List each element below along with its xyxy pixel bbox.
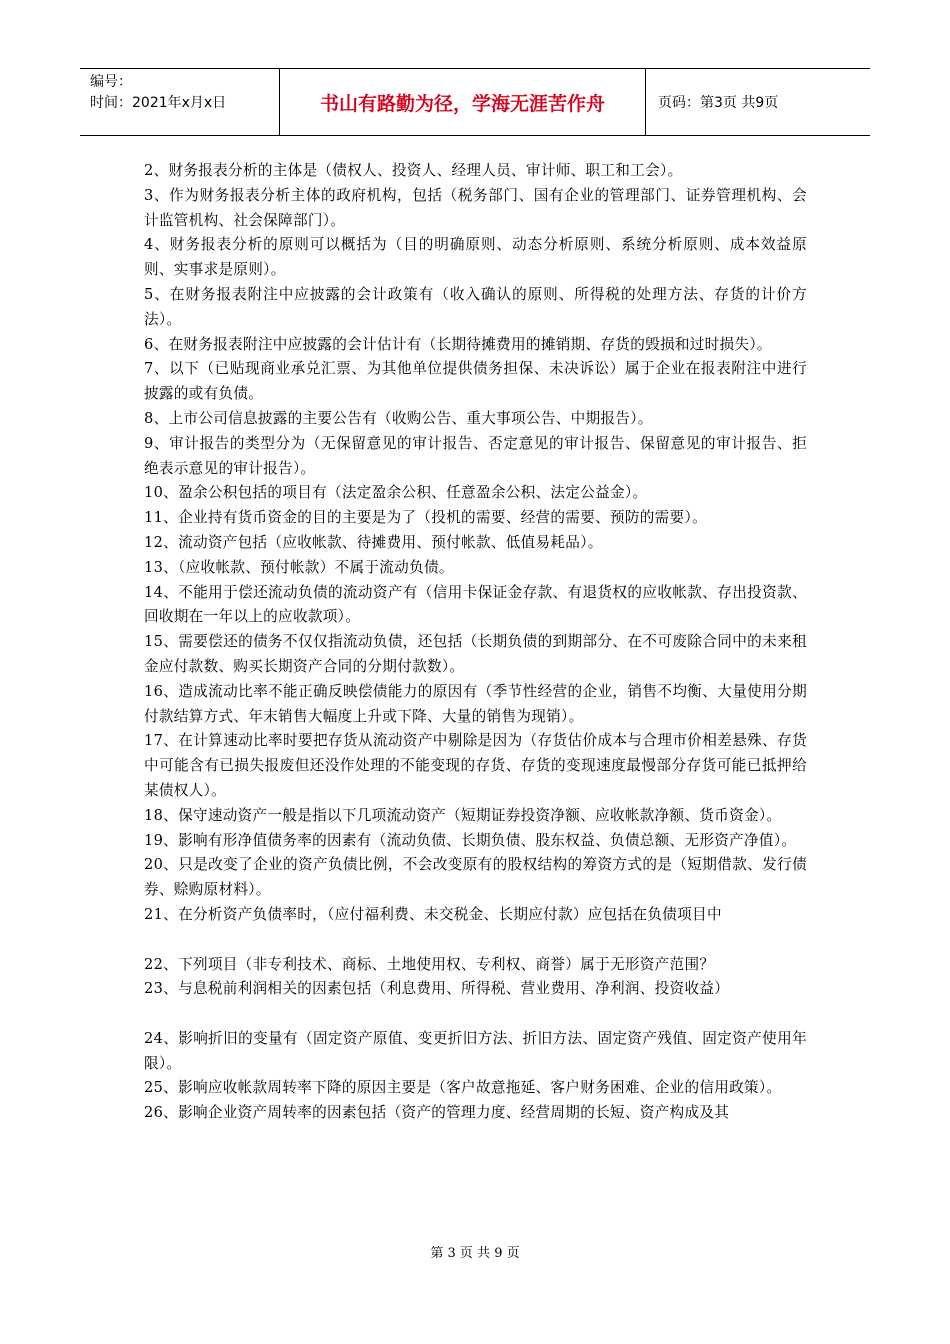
header-page-info: 页码：第3页 共9页 [658, 95, 779, 111]
header-meta [80, 69, 280, 135]
question-item: 10、盈余公积包括的项目有（法定盈余公积、任意盈余公积、法定公益金）。 [144, 484, 648, 502]
question-item: 21、在分析资产负债率时，（应付福利费、未交税金、长期应付款）应包括在负债项目中 [144, 905, 722, 923]
question-item: 22、下列项目（非专利技术、商标、土地使用权、专利权、商誉）属于无形资产范围？ [144, 955, 715, 973]
question-item: 3、作为财务报表分析主体的政府机构，包括（税务部门、国有企业的管理部门、证券管理机构、会计监管机构、社会保障部门）。 [144, 186, 807, 229]
question-item: 14、不能用于偿还流动负债的流动资产有（信用卡保证金存款、有退货权的应收帐款、存出投资款、回收期在一年以上的应收款项）。 [144, 583, 807, 626]
question-item: 8、上市公司信息披露的主要公告有（收购公告、重大事项公告、中期报告）。 [144, 409, 653, 427]
question-item: 4、财务报表分析的原则可以概括为（目的明确原则、动态分析原则、系统分析原则、成本效益原则、实事求是原则）。 [144, 236, 807, 279]
question-item: 17、在计算速动比率时要把存货从流动资产中剔除是因为（存货估价成本与合理市价相差悬殊、存货中可能含有已损失报废但还没作处理的不能变现的存货、存货的变现速度最慢部分存货可能已抵押给某债权人）。 [144, 732, 807, 799]
question-item: 12、流动资产包括（应收帐款、待摊费用、预付帐款、低值易耗品）。 [144, 533, 603, 551]
question-item: 5、在财务报表附注中应披露的会计政策有（收入确认的原则、所得税的处理方法、存货的计价方法）。 [144, 285, 807, 328]
page-footer: 第 3 页 共 9 页 [430, 1246, 520, 1261]
page-header [80, 68, 870, 136]
question-item: 18、保守速动资产一般是指以下几项流动资产（短期证券投资净额、应收帐款净额、货币资金）。 [144, 806, 782, 824]
question-item: 11、企业持有货币资金的目的主要是为了（投机的需要、经营的需要、预防的需要）。 [144, 509, 707, 527]
question-item: 15、需要偿还的债务不仅仅指流动负债，还包括（长期负债的到期部分、在不可废除合同中的未来租金应付款数、购买长期资产合同的分期付款数）。 [144, 633, 807, 675]
question-item: 2、财务报表分析的主体是（债权人、投资人、经理人员、审计师、职工和工会）。 [144, 162, 683, 179]
question-item: 16、造成流动比率不能正确反映偿债能力的原因有（季节性经营的企业，销售不均衡、大量使用分期付款结算方式、年末销售大幅度上升或下降、大量的销售为现销）。 [144, 682, 807, 725]
question-item: 24、影响折旧的变量有（固定资产原值、变更折旧方法、折旧方法、固定资产残值、固定资产使用年限）。 [144, 1029, 807, 1072]
question-item: 19、影响有形净值债务率的因素有（流动负债、长期负债、股东权益、负债总额、无形资产净值）。 [144, 831, 797, 849]
question-item: 20、只是改变了企业的资产负债比例，不会改变原有的股权结构的筹资方式的是（短期借款、发行债券、赊购原材料）。 [144, 856, 807, 899]
question-item: 6、在财务报表附注中应披露的会计估计有（长期待摊费用的摊销期、存货的毁损和过时损失）。 [144, 335, 772, 353]
question-item: 7、以下（已贴现商业承兑汇票、为其他单位提供债务担保、未决诉讼）属于企业在报表附注中进行披露的或有负债。 [144, 360, 807, 403]
question-item: 9、审计报告的类型分为（无保留意见的审计报告、否定意见的审计报告、保留意见的审计报告、拒绝表示意见的审计报告）。 [144, 434, 807, 477]
document-date: 时间：2021年x月x日 [90, 95, 227, 111]
document-body [144, 159, 807, 1126]
blank-line [144, 928, 807, 953]
question-item: 13、（应收帐款、预付帐款）不属于流动负债。 [144, 558, 454, 576]
header-motto: 书山有路勤为径，学海无涯苦作舟 [280, 69, 646, 135]
document-number-label: 编号： [90, 74, 132, 90]
question-item: 26、影响企业资产周转率的因素包括（资产的管理力度、经营周期的长短、资产构成及其 [144, 1104, 730, 1122]
question-item: 25、影响应收帐款周转率下降的原因主要是（客户故意拖延、客户财务困难、企业的信用政策）。 [144, 1079, 782, 1097]
question-item: 23、与息税前利润相关的因素包括（利息费用、所得税、营业费用、净利润、投资收益） [144, 980, 730, 998]
blank-line [144, 1002, 807, 1027]
